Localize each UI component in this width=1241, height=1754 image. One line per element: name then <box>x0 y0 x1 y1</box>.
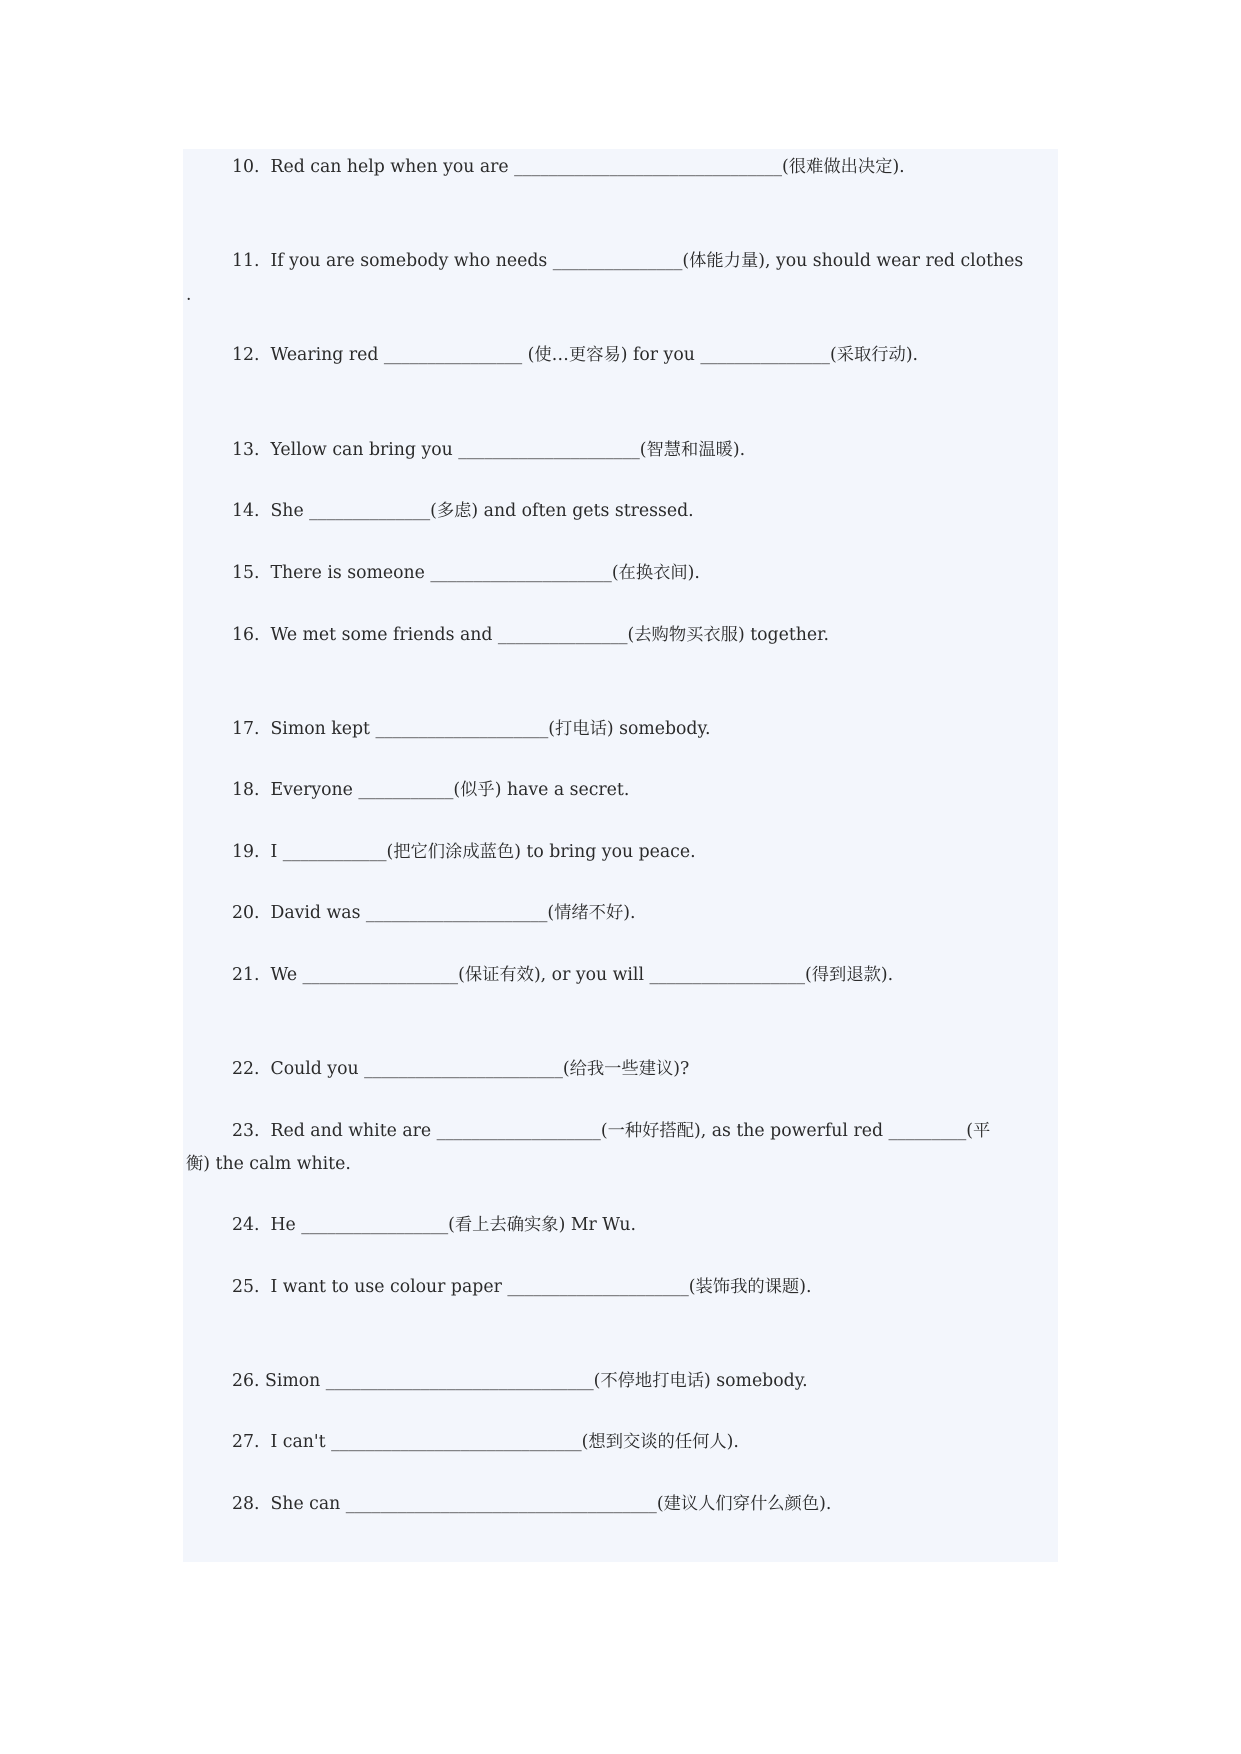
sentence-11: 11. If you are somebody who needs _______________(体能力量), you should wear red clothes <box>232 251 1024 271</box>
sentence-10: 10. Red can help when you are _______________________________(很难做出决定). <box>232 157 905 177</box>
sentence-18: 18. Everyone ___________(似乎) have a secret. <box>232 780 630 800</box>
sentence-21: 21. We __________________(保证有效), or you will __________________(得到退款). <box>232 965 894 985</box>
sentence-14: 14. She ______________(多虑) and often gets stressed. <box>232 501 694 521</box>
sentence-23: 23. Red and white are ___________________(一种好搭配), as the powerful red _________(平 <box>232 1121 991 1141</box>
sentence-23-continuation: 衡) the calm white. <box>186 1154 351 1174</box>
sentence-17: 17. Simon kept ____________________(打电话) somebody. <box>232 719 711 739</box>
sentence-22: 22. Could you _______________________(给我一些建议)? <box>232 1059 690 1079</box>
sentence-26: 26. Simon _______________________________(不停地打电话) somebody. <box>232 1371 808 1391</box>
sentence-12: 12. Wearing red ________________ (使…更容易) for you _______________(采取行动). <box>232 345 919 365</box>
sentence-20: 20. David was _____________________(情绪不好). <box>232 903 636 923</box>
sentence-19: 19. I ____________(把它们涂成蓝色) to bring you peace. <box>232 842 696 862</box>
sentence-16: 16. We met some friends and _______________(去购物买衣服) together. <box>232 625 829 645</box>
sentence-24: 24. He _________________(看上去确实象) Mr Wu. <box>232 1215 636 1235</box>
sentence-11-continuation: . <box>186 285 192 305</box>
sentence-15: 15. There is someone _____________________(在换衣间). <box>232 563 700 583</box>
sentence-27: 27. I can't _____________________________(想到交谈的任何人). <box>232 1432 739 1452</box>
sentence-28: 28. She can ____________________________________(建议人们穿什么颜色). <box>232 1494 832 1514</box>
sentence-13: 13. Yellow can bring you _____________________(智慧和温暖). <box>232 440 746 460</box>
sentence-25: 25. I want to use colour paper _____________________(装饰我的课题). <box>232 1277 812 1297</box>
